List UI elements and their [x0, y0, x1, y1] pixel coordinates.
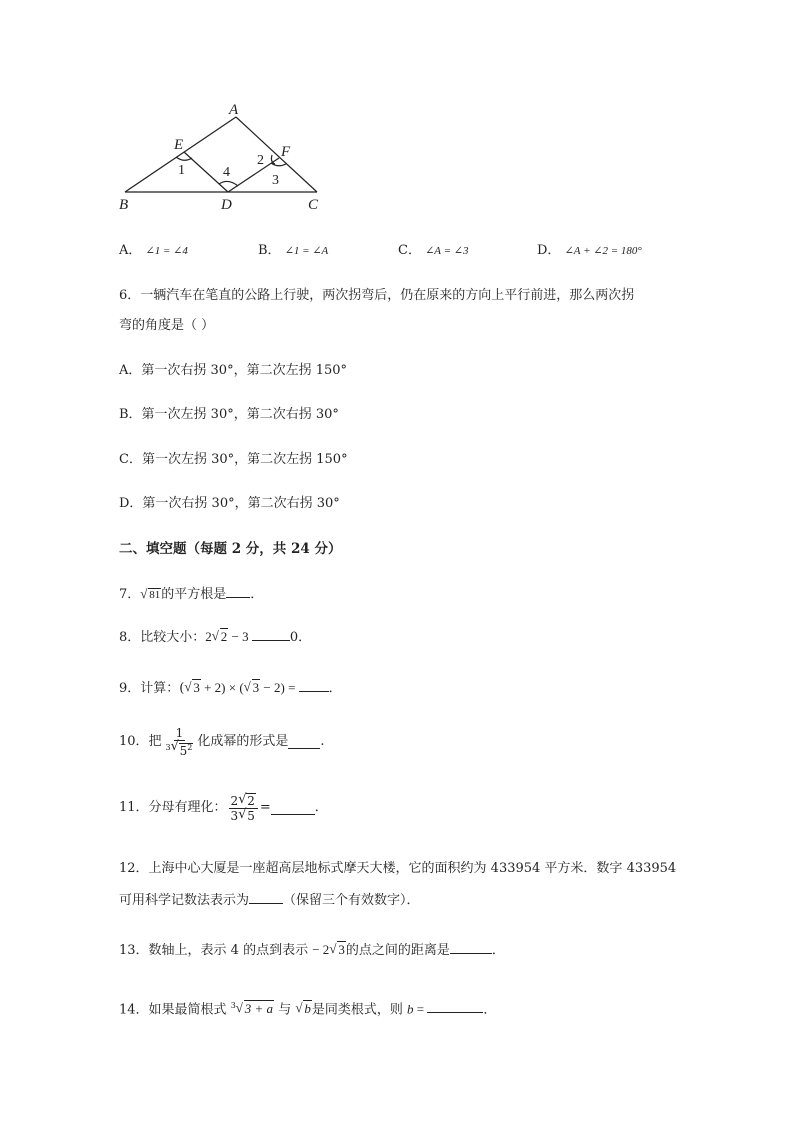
denominator [229, 809, 258, 823]
radicand [179, 743, 194, 758]
q6-option-c: C．第一次左拐 30°，第二次左拐 150° [119, 452, 348, 467]
q-end: ． [314, 800, 328, 815]
q5-option-d [537, 242, 642, 260]
answer-blank[interactable] [427, 1000, 483, 1013]
q5-option-a [119, 242, 188, 260]
radicand: 3 [252, 680, 260, 695]
question-10 [119, 724, 325, 760]
q-text: 的平方根是 [161, 587, 227, 602]
q-text: 的点之间的距离是 [345, 943, 450, 958]
section-title: 二、填空题（每题 2 分，共 24 分） [119, 541, 342, 557]
q5-option-b [258, 242, 328, 260]
angle-label-2: 2 [257, 153, 264, 168]
q-end: ． [491, 943, 505, 958]
cube-root [236, 1000, 274, 1018]
answer-blank[interactable] [288, 736, 320, 749]
q-text: 8．比较大小： [119, 630, 206, 645]
angle-label-1: 1 [178, 163, 185, 178]
q-text: 可用科学记数法表示为 [119, 893, 250, 908]
coef: 2 [205, 629, 212, 644]
root-index: 3 [230, 1001, 236, 1010]
q6-stem-line1: 6．一辆汽车在笔直的公路上行驶，两次拐弯后，仍在原来的方向上平行前进，那么两次拐 [119, 288, 635, 303]
sqrt-3-a [184, 679, 201, 697]
q12-line1: 12．上海中心大厦是一座超高层地标式摩天大楼，它的面积约为 433954 平方米．数字 433954 [119, 861, 677, 876]
q-text: 化成幂的形式是 [197, 734, 289, 749]
root-index: 3 [165, 743, 171, 752]
label-d: D [221, 197, 232, 213]
q-text: （保留三个有效数字）． [283, 893, 420, 908]
q-end: . [320, 734, 325, 749]
option-text: ∠1 = ∠A [284, 245, 329, 257]
question-9 [119, 679, 342, 698]
radicand: 5 [247, 808, 255, 823]
denominator [164, 741, 196, 758]
sqrt-2 [212, 628, 229, 646]
q-text: 是同类根式，则 [311, 1002, 407, 1018]
label-e: E [174, 137, 184, 153]
q-text: 13．数轴上，表示 4 的点到表示 [119, 943, 313, 958]
radicand: 81 [149, 589, 161, 601]
q-text: 与 [274, 1002, 296, 1018]
equals: = [259, 800, 271, 815]
label-a: A [229, 102, 239, 118]
angle-arc-4 [219, 181, 238, 186]
answer-blank[interactable] [450, 941, 492, 954]
segment-ed [184, 152, 228, 192]
q6-stem-line2: 弯的角度是（ ） [119, 318, 215, 333]
cube-root [171, 741, 194, 758]
q-text: 14．如果最简根式 [119, 1002, 231, 1018]
radicand: 3 [338, 942, 345, 957]
angle-label-3: 3 [272, 173, 279, 188]
variable: b [406, 1001, 414, 1017]
option-text: ∠1 = ∠4 [145, 245, 188, 257]
radicand: 3 + a [244, 1001, 274, 1017]
expr: − 3 [228, 629, 252, 644]
q-text: 10．把 [119, 734, 162, 749]
q-end: ． [250, 587, 264, 602]
numerator: 1 [175, 726, 184, 740]
q12-line2 [119, 891, 420, 910]
question-13 [119, 941, 505, 960]
radicand: b [304, 1001, 311, 1017]
sqrt-5 [238, 809, 256, 823]
option-letter: B． [258, 243, 281, 258]
coef: 3 [230, 808, 239, 823]
label-b: B [119, 197, 129, 213]
label-f: F [281, 144, 291, 160]
answer-blank[interactable] [226, 585, 250, 598]
q-text: 11．分母有理化： [119, 800, 227, 815]
q-text: 9．计算：( [119, 681, 185, 696]
q-end: 0． [289, 630, 312, 645]
option-letter: C． [398, 243, 421, 258]
answer-blank[interactable] [252, 628, 290, 641]
fraction [229, 794, 258, 823]
triangle-figure [110, 100, 350, 220]
q-end: ． [483, 1002, 497, 1018]
expr: − 2 [312, 942, 330, 957]
side-ab [125, 117, 236, 192]
question-7 [119, 585, 263, 604]
option-text: ∠A = ∠3 [425, 245, 469, 257]
label-c: C [308, 197, 319, 213]
q-end: ． [328, 681, 342, 696]
radicand: 3 [193, 680, 200, 695]
answer-blank[interactable] [249, 891, 283, 904]
question-14 [119, 997, 496, 1019]
equals: = [413, 1001, 428, 1017]
sqrt-81 [140, 586, 161, 604]
answer-blank[interactable] [271, 802, 315, 815]
question-8 [119, 628, 311, 647]
radicand: 2 [220, 629, 228, 644]
sqrt-b [295, 1000, 312, 1018]
option-letter: A． [119, 243, 142, 258]
sqrt-3 [329, 941, 346, 959]
question-11 [119, 788, 328, 828]
radicand: 2 [247, 793, 255, 808]
radicand-base: 5 [179, 744, 188, 758]
q6-option-a: A．第一次右拐 30°，第二次左拐 150° [119, 363, 348, 378]
q5-option-c [398, 242, 468, 260]
expr: + 2) × ( [200, 680, 244, 695]
angle-label-4: 4 [223, 165, 230, 180]
q6-option-b: B．第一次左拐 30°，第二次右拐 30° [119, 407, 339, 422]
q6-option-d: D．第一次右拐 30°，第二次右拐 30° [119, 496, 340, 511]
expr: − 2) = [260, 680, 299, 695]
sqrt-3-b [244, 679, 261, 697]
option-text: ∠A + ∠2 = 180° [564, 245, 642, 257]
q-number: 7． [119, 587, 141, 602]
answer-blank[interactable] [299, 679, 329, 692]
fraction [164, 726, 196, 758]
coef: 2 [230, 793, 239, 808]
sqrt-2 [238, 794, 256, 808]
exponent: 2 [187, 743, 193, 752]
option-letter: D． [537, 243, 561, 258]
